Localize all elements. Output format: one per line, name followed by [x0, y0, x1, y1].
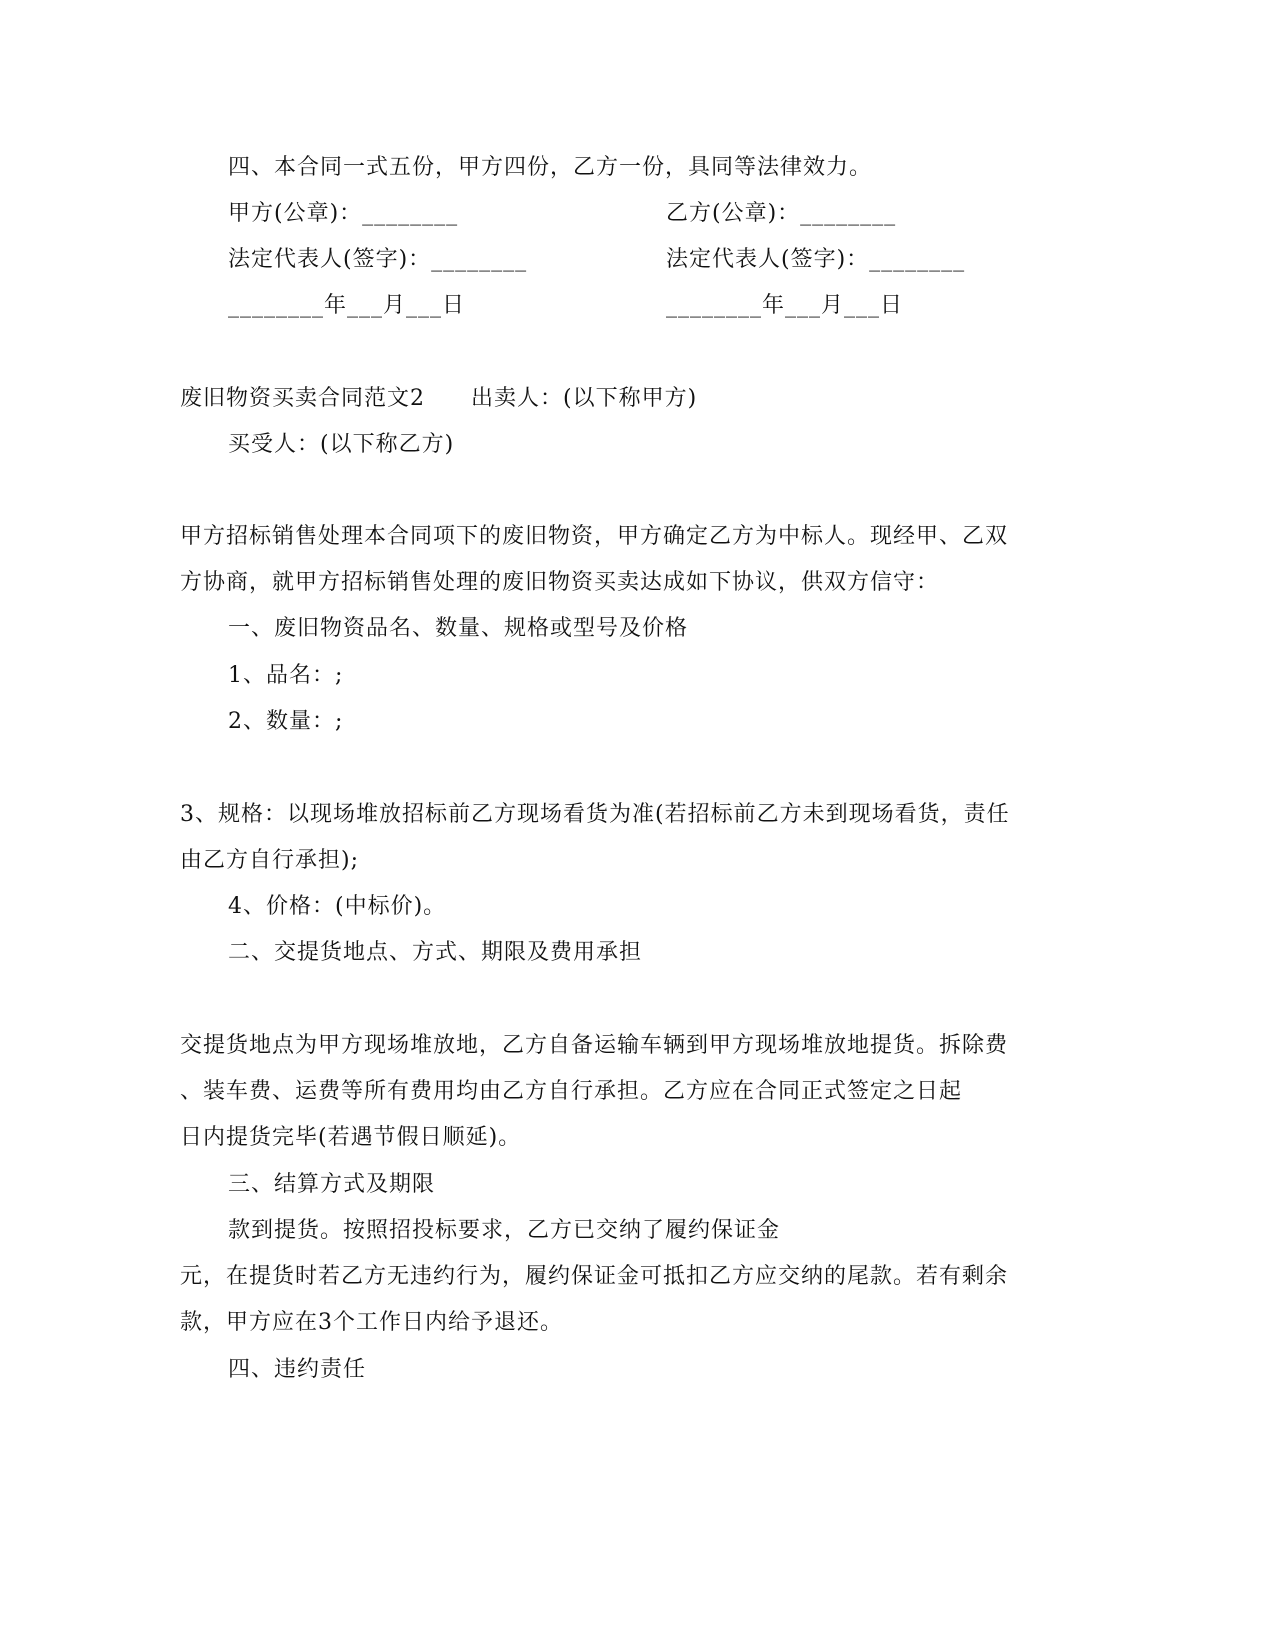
party-b-representative: 法定代表人(签字)：________	[666, 247, 966, 272]
party-a-date: ________年___月___日	[228, 293, 466, 318]
preamble-line-1: 甲方招标销售处理本合同项下的废旧物资，甲方确定乙方为中标人。现经甲、乙双	[180, 524, 1009, 549]
item-2-quantity: 2、数量：;	[228, 709, 344, 734]
party-b-seal: 乙方(公章)：________	[666, 201, 897, 226]
settlement-line-3: 款，甲方应在3个工作日内给予退还。	[180, 1310, 563, 1335]
party-a-representative: 法定代表人(签字)：________	[228, 247, 528, 272]
section-4-heading: 四、违约责任	[228, 1357, 367, 1382]
party-a-seal: 甲方(公章)：________	[228, 201, 459, 226]
section-2-heading: 二、交提货地点、方式、期限及费用承担	[228, 940, 643, 965]
buyer-line: 买受人：(以下称乙方)	[228, 432, 455, 457]
delivery-line-3: 日内提货完毕(若遇节假日顺延)。	[180, 1125, 522, 1150]
delivery-line-1: 交提货地点为甲方现场堆放地，乙方自备运输车辆到甲方现场堆放地提货。拆除费	[180, 1033, 1009, 1058]
contract-title-seller: 废旧物资买卖合同范文2 出卖人：(以下称甲方)	[180, 386, 698, 411]
item-3-spec-line-1: 3、规格：以现场堆放招标前乙方现场看货为准(若招标前乙方未到现场看货，责任	[180, 802, 1010, 827]
settlement-line-2: 元，在提货时若乙方无违约行为，履约保证金可抵扣乙方应交纳的尾款。若有剩余	[180, 1264, 1009, 1289]
section-1-heading: 一、废旧物资品名、数量、规格或型号及价格	[228, 616, 689, 641]
item-1-name: 1、品名：;	[228, 663, 344, 688]
settlement-line-1: 款到提货。按照招投标要求，乙方已交纳了履约保证金	[228, 1218, 781, 1243]
item-4-price: 4、价格：(中标价)。	[228, 894, 447, 919]
clause-copies: 四、本合同一式五份，甲方四份，乙方一份，具同等法律效力。	[228, 155, 873, 180]
delivery-line-2: 、装车费、运费等所有费用均由乙方自行承担。乙方应在合同正式签定之日起	[180, 1079, 963, 1104]
section-3-heading: 三、结算方式及期限	[228, 1172, 436, 1197]
item-3-spec-line-2: 由乙方自行承担);	[180, 848, 359, 873]
preamble-line-2: 方协商，就甲方招标销售处理的废旧物资买卖达成如下协议，供双方信守：	[180, 570, 940, 595]
party-b-date: ________年___月___日	[666, 293, 904, 318]
